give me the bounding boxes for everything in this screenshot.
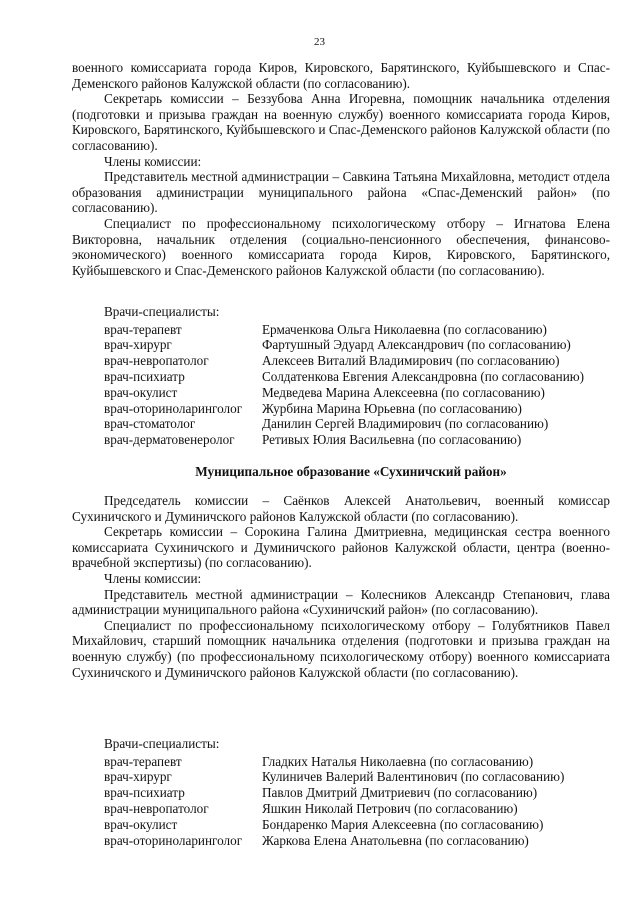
section-heading: Муниципальное образование «Сухиничский район»: [195, 464, 507, 479]
doctor-name: Ермаченкова Ольга Николаевна (по согласованию): [262, 321, 547, 337]
admin-rep-paragraph: Представитель местной администрации – Савкина Татьяна Михайловна, методист отдела образования администрации муниципального района «Спас-Деменский район» (по согласованию).: [72, 169, 610, 216]
section2-heading-block: [72, 464, 610, 480]
members-label: Члены комиссии:: [104, 153, 202, 169]
page-number: 23: [314, 36, 325, 48]
doctor-role: врач-окулист: [104, 816, 178, 832]
doctor-role: врач-стоматолог: [104, 416, 196, 432]
continued-paragraph: военного комиссариата города Киров, Кировского, Барятинского, Куйбышевского и Спас-Деменского районов Калужской области (по согласованию).: [72, 60, 610, 91]
secretary-paragraph: Секретарь комиссии – Беззубова Анна Игоревна, помощник начальника отделения (подготовки и призыва граждан на военную службу) военного комиссариата города Киров, Кировского, Барятинского, Куйбышевского и Спас-Деменского районов Калужской области (по согласованию).: [72, 91, 610, 153]
doctor-row: [104, 416, 614, 432]
doctor-name: Фартушный Эдуард Александрович (по согласованию): [262, 337, 571, 353]
doctor-name: Ретивых Юлия Васильевна (по согласованию): [262, 432, 522, 448]
doctor-row: [104, 337, 614, 353]
doctor-row: [104, 353, 614, 369]
doctor-row: [104, 833, 614, 849]
doctor-name: Жаркова Елена Анатольевна (по согласованию): [262, 832, 529, 848]
secretary-paragraph: Секретарь комиссии – Сорокина Галина Дмитриевна, медицинская сестра военного комиссариата Сухиничского и Думиничского районов Калужской области, центра (военно-врачебной экспертизы) (по согласованию).: [72, 524, 610, 571]
doctor-role: врач-оториноларинголог: [104, 832, 243, 848]
doctor-role: врач-невропатолог: [104, 353, 209, 369]
doctor-row: [104, 385, 614, 401]
doctor-role: врач-оториноларинголог: [104, 400, 243, 416]
doctor-name: Солдатенкова Евгения Александровна (по согласованию): [262, 368, 585, 384]
doctor-row: [104, 432, 614, 448]
section1-doctors-list: [104, 304, 614, 448]
doctor-role: врач-терапевт: [104, 753, 182, 769]
doctor-row: [104, 801, 614, 817]
doctor-row: [104, 769, 614, 785]
section2-doctors-list: [104, 736, 614, 848]
doctor-name: Бондаренко Мария Алексеевна (по согласованию): [262, 816, 544, 832]
doctor-role: врач-психиатр: [104, 785, 185, 801]
doctor-row: [104, 817, 614, 833]
doctor-name: Медведева Марина Алексеевна (по согласованию): [262, 384, 545, 400]
doctor-role: врач-дерматовенеролог: [104, 432, 235, 448]
doctor-row: [104, 754, 614, 770]
psych-specialist-paragraph: Специалист по профессиональному психологическому отбору – Голубятников Павел Михайлович, старший помощник начальника отделения (подготовки и призыва граждан на военную службу) (по профессиональному психологическому отбору) военного комиссариата Сухиничского и Думиничского районов Калужской области (по согласованию).: [72, 617, 610, 680]
admin-rep-paragraph: Представитель местной администрации – Колесников Александр Степанович, глава администрации муниципального района «Сухиничский район» (по согласованию).: [72, 586, 610, 618]
doctors-label: Врачи-специалисты:: [104, 736, 220, 751]
doctor-name: Данилин Сергей Владимирович (по согласованию): [262, 416, 549, 432]
section1-text: [72, 60, 610, 278]
doctor-name: Кулиничев Валерий Валентинович (по согласованию): [262, 769, 565, 785]
doctor-role: врач-окулист: [104, 384, 178, 400]
chairman-paragraph: Председатель комиссии – Саёнков Алексей Анатольевич, военный комиссар Сухиничского и Думиничского районов Калужской области (по согласованию).: [72, 493, 610, 524]
doctor-name: Павлов Дмитрий Дмитриевич (по согласованию): [262, 785, 538, 801]
doctor-name: Алексеев Виталий Владимирович (по согласованию): [262, 353, 560, 369]
doctor-row: [104, 401, 614, 417]
doctor-row: [104, 785, 614, 801]
psych-specialist-paragraph: Специалист по профессиональному психологическому отбору – Игнатова Елена Викторовна, начальник отделения (социально-пенсионного обеспечения, финансово-экономического) военного комиссариата города Киров, Кировского, Барятинского, Куйбышевского и Спас-Деменского районов Калужской области (по согласованию).: [72, 215, 610, 278]
doctor-role: врач-терапевт: [104, 321, 182, 337]
doctor-role: врач-психиатр: [104, 368, 185, 384]
section2-text: [72, 493, 610, 680]
doctor-name: Яшкин Николай Петрович (по согласованию): [262, 800, 518, 816]
doctor-name: Журбина Марина Юрьевна (по согласованию): [262, 400, 522, 416]
doctor-role: врач-хирург: [104, 769, 172, 785]
members-label: Члены комиссии:: [104, 570, 202, 586]
doctor-name: Гладких Наталья Николаевна (по согласованию): [262, 753, 534, 769]
doctors-label: Врачи-специалисты:: [104, 304, 220, 319]
doctor-role: врач-невропатолог: [104, 800, 209, 816]
doctor-role: врач-хирург: [104, 337, 172, 353]
doctor-row: [104, 369, 614, 385]
doctor-row: [104, 322, 614, 338]
